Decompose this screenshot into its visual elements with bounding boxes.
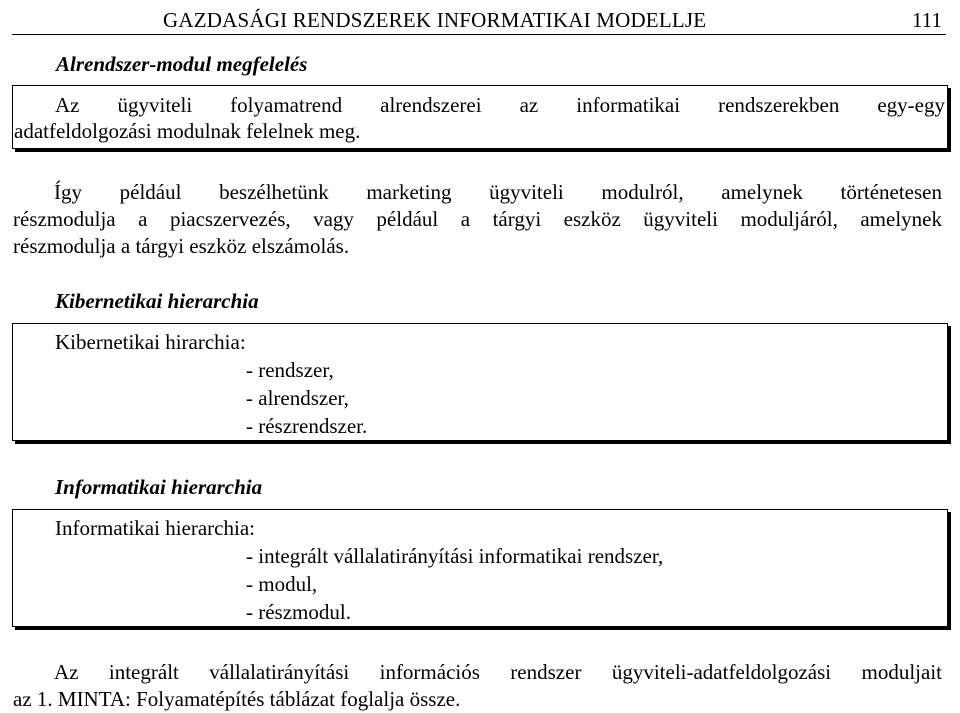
paragraph-line: Így például beszélhetünk marketing ügyviteli modulról, amelynek történetesen (54, 180, 942, 204)
list-item: - modul, (246, 572, 318, 596)
definition-box-kibernetikai (12, 323, 948, 441)
list-item: - integrált vállalatirányítási informatikai rendszer, (246, 544, 664, 568)
paragraph-line: részmodulja a tárgyi eszköz elszámolás. (13, 234, 350, 258)
paragraph-line: részmodulja a piacszervezés, vagy például a tárgyi eszköz ügyviteli moduljáról, amelynek (13, 207, 942, 231)
section-heading-informatikai: Informatikai hierarchia (55, 475, 263, 499)
paragraph-line: Az integrált vállalatirányítási információs rendszer ügyviteli-adatfeldolgozási moduljait (54, 660, 942, 684)
section-heading-alrendszer: Alrendszer-modul megfelelés (56, 52, 308, 76)
section-heading-kibernetikai: Kibernetikai hierarchia (55, 289, 259, 313)
list-item: - részmodul. (246, 600, 351, 624)
list-item: - rendszer, (246, 358, 334, 382)
definition-box-alrendszer (12, 85, 948, 149)
box-text-line: Az ügyviteli folyamatrend alrendszerei az informatikai rendszerekben egy-egy (55, 93, 945, 117)
box-title: Kibernetikai hirarchia: (55, 330, 246, 354)
page-header (12, 4, 946, 35)
definition-box-informatikai (12, 509, 948, 627)
page-number: 111 (912, 8, 942, 32)
paragraph-line: az 1. MINTA: Folyamatépítés táblázat foglalja össze. (13, 687, 461, 711)
running-title: GAZDASÁGI RENDSZEREK INFORMATIKAI MODELLJE (163, 8, 707, 32)
box-text-line: adatfeldolgozási modulnak felelnek meg. (14, 119, 361, 143)
box-title: Informatikai hierarchia: (55, 516, 255, 540)
list-item: - részrendszer. (246, 414, 368, 438)
list-item: - alrendszer, (246, 386, 349, 410)
